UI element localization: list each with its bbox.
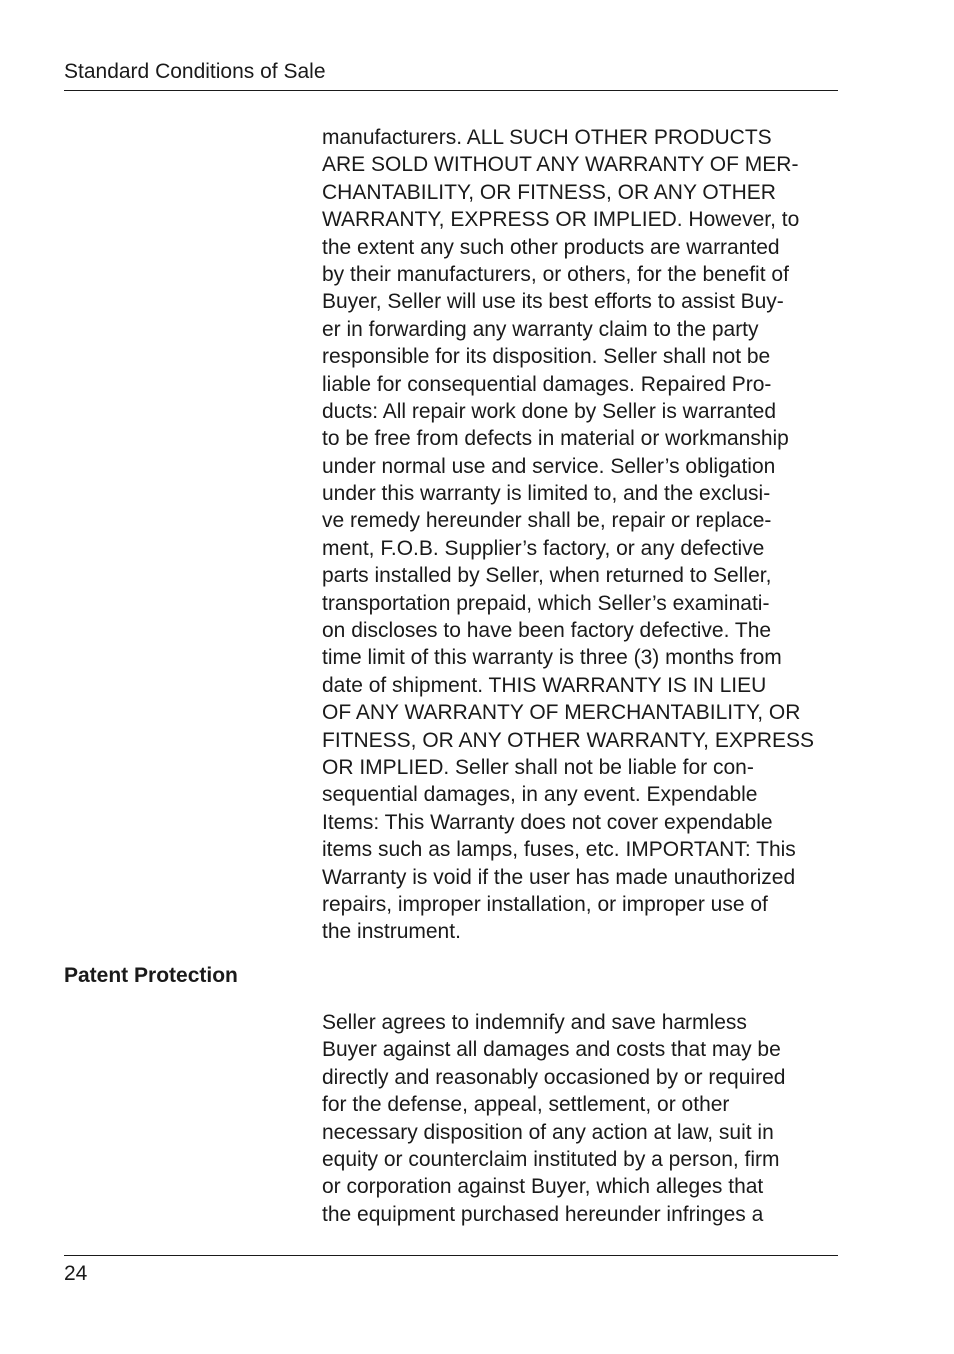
paragraph-line: er in forwarding any warranty claim to the party <box>322 317 759 341</box>
paragraph-line: WARRANTY, EXPRESS OR IMPLIED. However, to <box>322 208 800 232</box>
paragraph-line: time limit of this warranty is three (3) months from <box>322 646 782 670</box>
paragraph-line: Seller agrees to indemnify and save harmless <box>322 1011 747 1034</box>
paragraph-line: items such as lamps, fuses, etc. IMPORTANT: This <box>322 838 796 862</box>
paragraph-line: CHANTABILITY, OR FITNESS, OR ANY OTHER <box>322 180 776 204</box>
page-number: 24 <box>64 1262 88 1285</box>
paragraph-line: transportation prepaid, which Seller’s examinati- <box>322 591 770 615</box>
warranty-continuation-paragraph <box>322 124 814 946</box>
paragraph-line: OF ANY WARRANTY OF MERCHANTABILITY, OR <box>322 701 801 725</box>
page-header-title: Standard Conditions of Sale <box>64 60 326 83</box>
patent-protection-paragraph <box>322 1009 785 1228</box>
paragraph-line: ducts: All repair work done by Seller is warranted <box>322 399 777 423</box>
paragraph-line: the equipment purchased hereunder infringes a <box>322 1202 764 1226</box>
paragraph-line: the extent any such other products are warranted <box>322 235 780 259</box>
paragraph-line: ment, F.O.B. Supplier’s factory, or any defective <box>322 536 765 560</box>
footer-divider <box>64 1255 838 1256</box>
paragraph-line: on discloses to have been factory defective. The <box>322 619 772 643</box>
paragraph-line: equity or counterclaim instituted by a person, firm <box>322 1147 780 1171</box>
paragraph-line: ARE SOLD WITHOUT ANY WARRANTY OF MER- <box>322 153 799 177</box>
paragraph-line: Warranty is void if the user has made unauthorized <box>322 865 796 889</box>
header-divider <box>64 90 838 91</box>
paragraph-line: responsible for its disposition. Seller shall not be <box>322 345 771 369</box>
paragraph-line: ve remedy hereunder shall be, repair or replace- <box>322 509 772 533</box>
paragraph-line: sequential damages, in any event. Expendable <box>322 783 758 807</box>
paragraph-line: manufacturers. ALL SUCH OTHER PRODUCTS <box>322 126 772 149</box>
paragraph-line: under normal use and service. Seller’s obligation <box>322 454 776 478</box>
paragraph-line: Items: This Warranty does not cover expendable <box>322 810 773 834</box>
paragraph-line: liable for consequential damages. Repaired Pro- <box>322 372 772 396</box>
paragraph-line: necessary disposition of any action at law, suit in <box>322 1120 774 1144</box>
paragraph-line: OR IMPLIED. Seller shall not be liable for con- <box>322 755 754 779</box>
paragraph-line: for the defense, appeal, settlement, or other <box>322 1093 730 1117</box>
paragraph-line: FITNESS, OR ANY OTHER WARRANTY, EXPRESS <box>322 728 815 752</box>
paragraph-line: Buyer against all damages and costs that may be <box>322 1038 781 1062</box>
paragraph-line: repairs, improper installation, or improper use of <box>322 892 768 916</box>
paragraph-line: by their manufacturers, or others, for the benefit of <box>322 262 789 286</box>
paragraph-line: or corporation against Buyer, which alleges that <box>322 1175 764 1199</box>
paragraph-line: under this warranty is limited to, and the exclusi- <box>322 482 771 506</box>
paragraph-line: directly and reasonably occasioned by or required <box>322 1065 786 1089</box>
paragraph-line: to be free from defects in material or workmanship <box>322 427 789 451</box>
paragraph-line: date of shipment. THIS WARRANTY IS IN LIEU <box>322 673 767 697</box>
paragraph-line: the instrument. <box>322 920 461 944</box>
paragraph-line: Buyer, Seller will use its best efforts to assist Buy- <box>322 290 784 314</box>
section-heading-patent-protection: Patent Protection <box>64 964 238 987</box>
paragraph-line: parts installed by Seller, when returned to Seller, <box>322 564 772 588</box>
